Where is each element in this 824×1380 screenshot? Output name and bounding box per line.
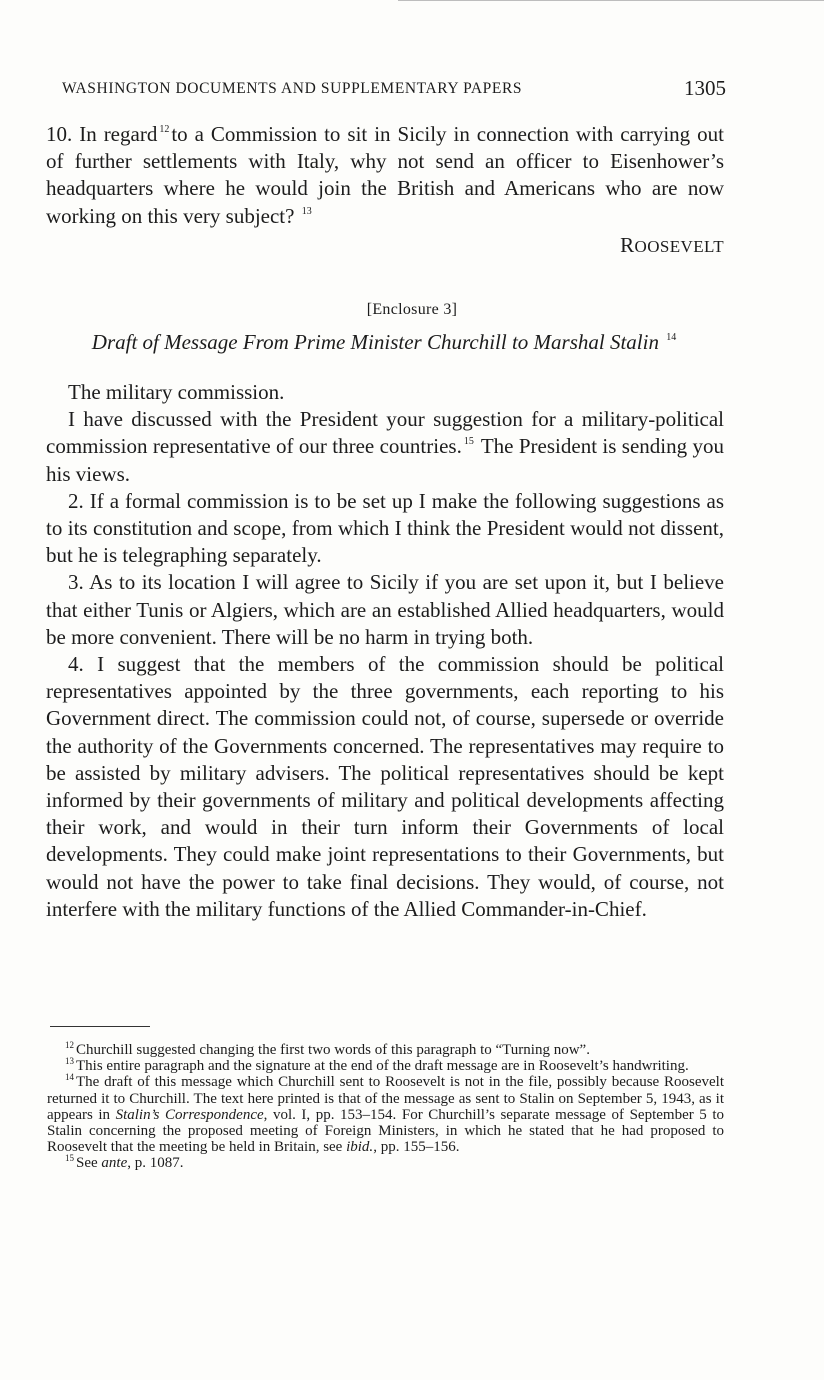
footnote-14-number: 14 — [65, 1072, 74, 1083]
message-paragraph-1 — [46, 406, 724, 488]
footnote-14 — [47, 1074, 724, 1155]
footnote-ref-13: 13 — [301, 205, 312, 217]
footnote-13 — [47, 1058, 724, 1074]
footnote-14-part2: , vol. I, pp. 153–154. For Churchill’s separate message of September 5 to Stalin concerning the proposed meeting of Foreign Ministers, in which he stated that he had proposed to Roosevelt that the meeting be held in Britain, see — [47, 1106, 725, 1156]
footnote-rule — [50, 1026, 150, 1027]
message-paragraph-3: 3. As to its location I will agree to Sicily if you are set upon it, but I believe that either Tunis or Algiers, which are an established Allied headquarters, would be more convenient. There will be no harm in trying both. — [46, 570, 724, 649]
paragraph-10-start: 10. In regard — [46, 122, 158, 146]
message-p1-rest: The President is sending you his views. — [46, 434, 724, 486]
draft-message-title — [46, 330, 724, 355]
message-p1-start: I have discussed with the President your suggestion for a military-political commission representative of our three countries. — [46, 407, 724, 459]
footnote-ref-14: 14 — [666, 332, 677, 343]
message-body — [46, 379, 724, 923]
footnote-12-text: Churchill suggested changing the first two words of this paragraph to “Turning now”. — [76, 1042, 590, 1058]
footnote-15 — [47, 1155, 724, 1171]
page-number: 1305 — [684, 76, 726, 100]
footnote-14-ibid: ibid. — [346, 1139, 374, 1156]
footnote-13-number: 13 — [65, 1056, 74, 1067]
running-head: WASHINGTON DOCUMENTS AND SUPPLEMENTARY PAPERS — [62, 80, 523, 97]
footnotes — [47, 1042, 724, 1172]
footnote-15-after: , p. 1087. — [127, 1155, 184, 1172]
paragraph-10-rest: to a Commission to sit in Sicily in connection with carrying out of further settlements with Italy, why not send an officer to Eisenhower’s headquarters where he would join the British and Americans who are now working on this very subject? — [46, 122, 724, 228]
paragraph-10 — [46, 121, 724, 230]
paragraph-10-text — [46, 121, 724, 230]
message-opening: The military commission. — [68, 380, 285, 404]
page-header — [62, 76, 726, 104]
message-paragraph-2: 2. If a formal commission is to be set up I make the following suggestions as to its constitution and scope, from which I think the President would not dissent, but he is telegraphing separately. — [46, 488, 724, 568]
signature-roosevelt — [620, 233, 724, 258]
footnote-12 — [47, 1042, 724, 1058]
footnote-ref-12: 12 — [159, 124, 170, 135]
top-rule — [398, 0, 824, 1]
footnote-13-text: This entire paragraph and the signature at the end of the draft message are in Roosevelt’s handwriting. — [76, 1058, 689, 1075]
message-paragraph-4: 4. I suggest that the members of the commission should be political representatives appointed by the three governments, each reporting to his Government direct. The commission could not, of course, supersede or override the authority of the Governments concerned. The representatives may require to be assisted by military advisers. The political representatives should be kept informed by their governments of military and political developments affecting their work, and would in their turn inform their Governments of local developments. They could make joint representations to their Governments, but would not have the power to take final decisions. They would, of course, not interfere with the military functions of the Allied Commander-in-Chief. — [46, 652, 724, 921]
footnote-12-number: 12 — [65, 1040, 74, 1050]
footnote-15-ante: ante — [101, 1155, 128, 1172]
signature-initial: R — [620, 233, 635, 257]
footnote-14-part3: , pp. 155–156. — [373, 1139, 460, 1156]
signature-rest: OOSEVELT — [634, 237, 724, 256]
footnote-15-number: 15 — [65, 1153, 74, 1164]
footnote-15-before: See — [76, 1155, 98, 1172]
draft-title-text: Draft of Message From Prime Minister Churchill to Marshal Stalin — [91, 330, 659, 354]
footnote-14-part1: The draft of this message which Churchill sent to Roosevelt is not in the file, possibly because Roosevelt returned it to Churchill. The text here printed is that of the message as sent to Stalin on September 5, 1943, as it appears in — [47, 1074, 724, 1123]
footnote-14-citation: Stalin’s Correspondence — [115, 1106, 264, 1123]
footnote-ref-15: 15 — [463, 436, 474, 448]
enclosure-label: [Enclosure 3] — [366, 301, 458, 318]
